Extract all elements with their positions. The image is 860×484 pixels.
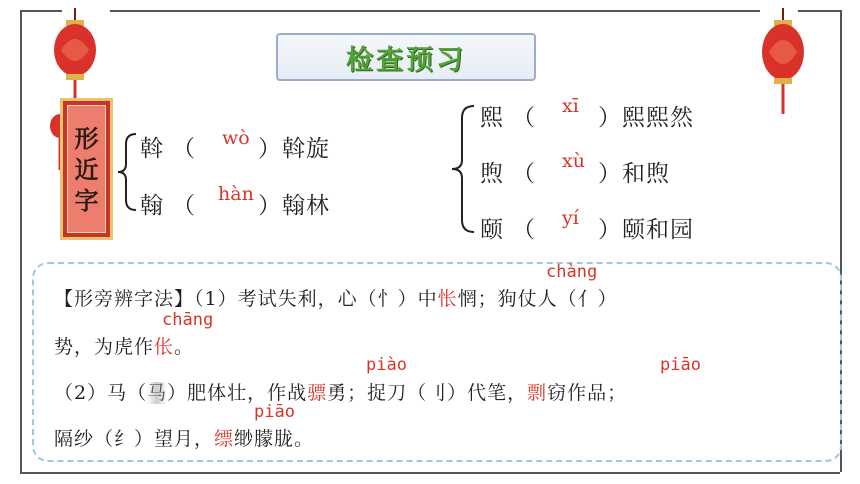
- rule-line-1: [54, 284, 618, 311]
- rule-text: 。: [174, 336, 195, 358]
- paren: （: [512, 217, 536, 243]
- pinyin-annotation: piāo: [254, 402, 295, 422]
- pinyin-annotation: piāo: [660, 355, 701, 375]
- banner-char: 近: [74, 154, 99, 184]
- rule-text: 勇；捉刀（刂）代笔，: [327, 382, 528, 404]
- paren: （: [512, 105, 536, 131]
- paren: （: [512, 161, 536, 187]
- paren: ）: [258, 136, 282, 162]
- paren: ）: [598, 217, 622, 243]
- frame-left: [20, 10, 22, 472]
- char: 熙: [480, 105, 504, 131]
- paren: ）: [598, 161, 622, 187]
- pinyin-annotation: chàng: [546, 262, 598, 282]
- rule-text: ）肥体壮，作战: [167, 382, 308, 404]
- highlight-char: 剽: [527, 382, 548, 404]
- pinyin: wò: [222, 127, 250, 149]
- group2-row-1: [480, 99, 694, 132]
- pinyin: xù: [562, 150, 585, 172]
- paren: ）: [258, 193, 282, 219]
- word: 和煦: [622, 161, 670, 187]
- rule-text: 势，为虎作: [54, 336, 155, 358]
- char: 斡: [140, 136, 164, 162]
- paren: （: [172, 193, 196, 219]
- paren: ）: [598, 105, 622, 131]
- pinyin: yí: [562, 207, 579, 229]
- brace-group2-icon: [450, 104, 476, 234]
- highlight-char: 伥: [154, 336, 175, 358]
- brace-group1-icon: [116, 132, 138, 212]
- page-title: 检查预习: [346, 44, 466, 76]
- lantern-right-icon: [760, 8, 806, 118]
- rule-text: 惘；狗仗人（亻）: [457, 288, 618, 310]
- word: 斡旋: [282, 136, 330, 162]
- frame-top-inner: [110, 10, 760, 12]
- word: 熙熙然: [622, 105, 694, 131]
- rule-text: 隔纱（纟）望月，: [54, 428, 215, 450]
- group2-row-3: [480, 211, 694, 244]
- rule-line-4: [54, 424, 314, 451]
- radical-mark: 马: [147, 382, 168, 404]
- rule-text: 缈朦胧。: [234, 428, 315, 450]
- highlight-char: 骠: [307, 382, 328, 404]
- rule-text: （2）马（: [54, 382, 148, 404]
- highlight-char: 缥: [214, 428, 235, 450]
- rule-line-2: [54, 332, 194, 359]
- pinyin-annotation: chāng: [162, 310, 214, 330]
- pinyin-annotation: piào: [366, 355, 407, 375]
- title-box: [276, 33, 536, 81]
- word: 翰林: [282, 193, 330, 219]
- banner-label-box: [60, 98, 113, 240]
- char: 煦: [480, 161, 504, 187]
- banner-char: 字: [74, 185, 99, 215]
- char: 颐: [480, 217, 504, 243]
- rule-line-3: [54, 378, 627, 405]
- pinyin: xī: [562, 95, 579, 117]
- rule-text: 窃作品；: [547, 382, 628, 404]
- banner-char: 形: [74, 123, 99, 153]
- pinyin: hàn: [218, 183, 254, 205]
- paren: （: [172, 136, 196, 162]
- highlight-char: 怅: [437, 288, 458, 310]
- char: 翰: [140, 193, 164, 219]
- word: 颐和园: [622, 217, 694, 243]
- frame-bottom: [20, 472, 840, 474]
- lantern-left-icon: [52, 8, 98, 104]
- rule-text: 【形旁辨字法】（1）考试失利，心（忄）中: [54, 288, 438, 310]
